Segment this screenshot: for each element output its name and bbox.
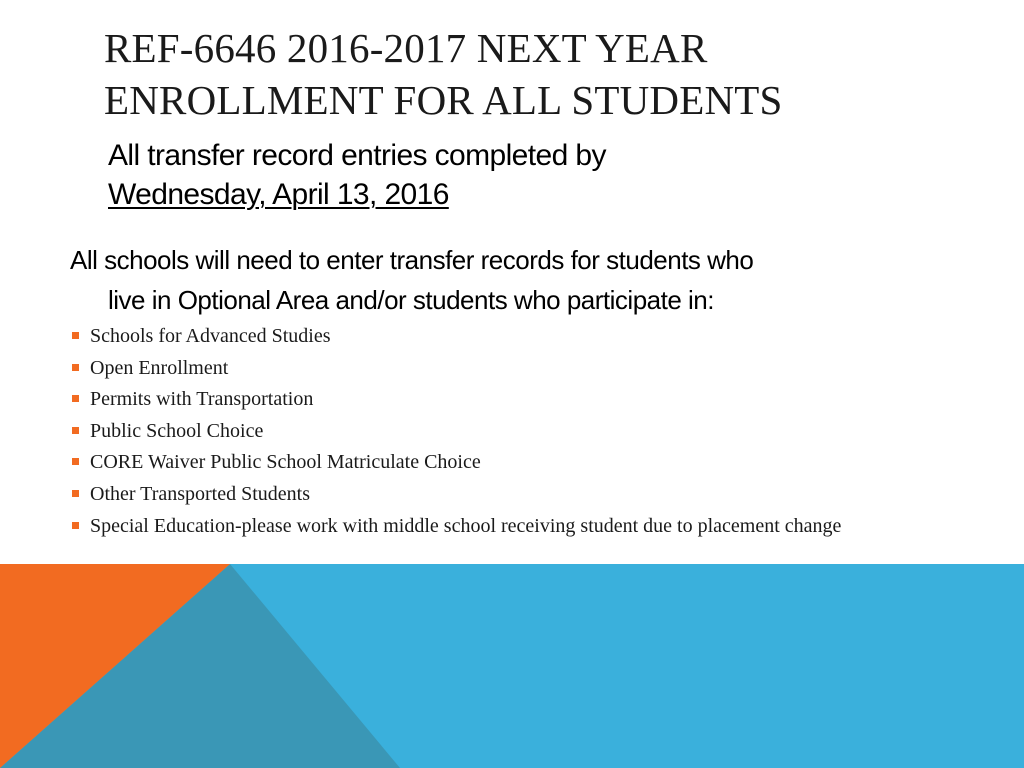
slide-title-line-1: REF-6646 2016-2017 NEXT YEAR bbox=[104, 25, 708, 71]
bullet-text: Open Enrollment bbox=[90, 356, 229, 379]
slide-title bbox=[104, 22, 984, 126]
bullet-text: CORE Waiver Public School Matriculate Choice bbox=[90, 451, 481, 474]
bullet-text: Special Education-please work with middle school receiving student due to placement change bbox=[90, 514, 842, 537]
square-bullet-icon bbox=[72, 522, 79, 529]
bullet-text: Schools for Advanced Studies bbox=[90, 325, 331, 347]
square-bullet-icon bbox=[72, 458, 79, 465]
program-bullet-list bbox=[70, 322, 990, 543]
slide-title-line-2: ENROLLMENT FOR ALL STUDENTS bbox=[104, 77, 783, 123]
bullet-item bbox=[70, 417, 990, 449]
deadline-date: Wednesday, April 13, 2016 bbox=[108, 178, 449, 211]
bullet-item bbox=[70, 322, 990, 354]
bullet-item bbox=[70, 448, 990, 480]
square-bullet-icon bbox=[72, 490, 79, 497]
square-bullet-icon bbox=[72, 427, 79, 434]
deadline-subtitle bbox=[108, 136, 968, 214]
deadline-subtitle-line-1: All transfer record entries completed by bbox=[108, 139, 606, 172]
square-bullet-icon bbox=[72, 364, 79, 371]
bullet-text: Permits with Transportation bbox=[90, 388, 314, 411]
square-bullet-icon bbox=[72, 332, 79, 339]
bullet-item bbox=[70, 385, 990, 417]
bullet-item bbox=[70, 354, 990, 386]
bullet-item bbox=[70, 512, 990, 544]
bullet-text: Other Transported Students bbox=[90, 482, 310, 505]
intro-line-2: live in Optional Area and/or students who participate in: bbox=[108, 285, 714, 315]
square-bullet-icon bbox=[72, 395, 79, 402]
bullet-item bbox=[70, 480, 990, 512]
decorative-background-shapes bbox=[0, 564, 1024, 768]
bullet-text: Public School Choice bbox=[90, 419, 264, 442]
intro-line-1: All schools will need to enter transfer records for students who bbox=[70, 245, 754, 275]
intro-paragraph bbox=[70, 240, 990, 320]
